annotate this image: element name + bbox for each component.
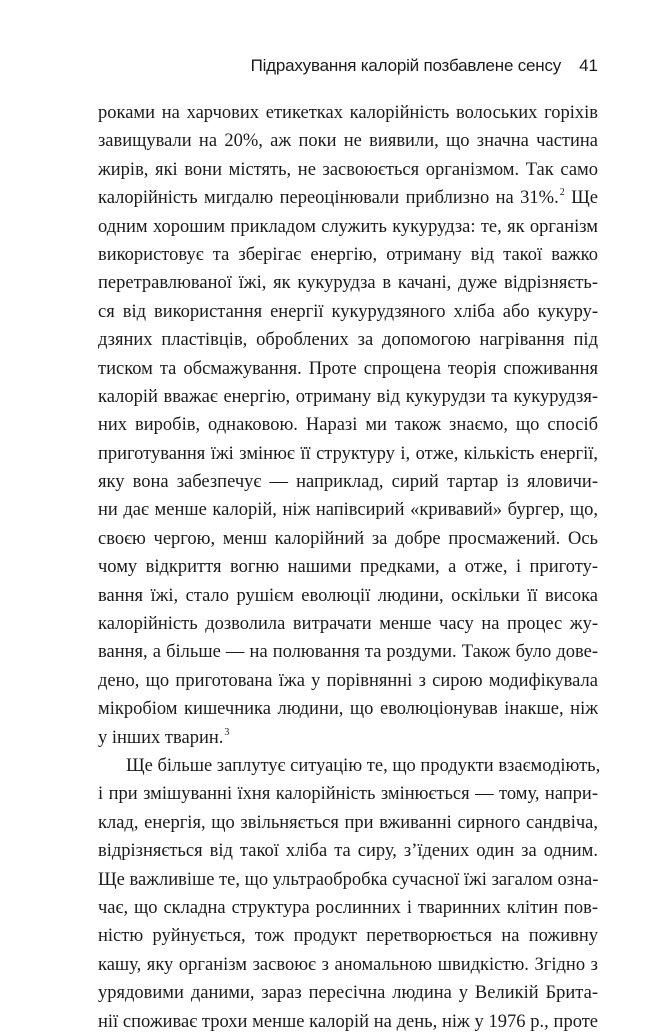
text-line: перетравлюваної їжі, як кукурудза в качані, дуже відрізняєть- bbox=[98, 273, 598, 294]
running-header bbox=[98, 52, 598, 80]
text-line: мікробіом кишечника людини, що еволюціонував інакше, ніж bbox=[98, 699, 598, 720]
text-line: яку вона забезпечує — наприклад, сирий тартар із яловичи- bbox=[98, 472, 598, 493]
text-line: використовує та зберігає енергію, отриману від такої важко bbox=[98, 244, 598, 265]
footnote-ref: 2 bbox=[559, 187, 565, 199]
text-line: Ще більше заплутує ситуацію те, що продукти взаємодіють, bbox=[126, 755, 601, 776]
text-line: одним хорошим прикладом служить кукурудза: те, як організм bbox=[98, 216, 598, 237]
text-line: дено, що приготована їжа у порівнянні з сирою модифікувала bbox=[98, 670, 598, 691]
body-text bbox=[98, 99, 601, 1036]
text-line: жирів, які вони містять, не засвоюється організмом. Так само bbox=[98, 159, 598, 180]
page-number: 41 bbox=[579, 56, 598, 75]
text-line: вання, а більше — на полювання та роздуми. Також було дове- bbox=[98, 642, 598, 663]
text-line: і при змішуванні їхня калорійність змінюється — тому, напри- bbox=[98, 784, 598, 805]
text-line: приготування їжі змінює її структуру і, отже, кількість енергії, bbox=[98, 443, 598, 464]
text-line-part: у інших тварин. bbox=[98, 727, 224, 748]
text-line: ністю руйнується, тож продукт перетворюється на поживну bbox=[98, 926, 598, 947]
text-line: дзяних пластівців, оброблених за допомогою нагрівання під bbox=[98, 330, 598, 351]
footnote-ref: 3 bbox=[224, 726, 230, 738]
text-line: вання їжі, стало рушієм еволюції людини, оскільки її висока bbox=[98, 585, 598, 606]
text-line: кашу, яку організм засвоює з аномальною швидкістю. Згідно з bbox=[98, 954, 598, 975]
text-line: тиском та обсмажування. Проте спрощена теорія споживання bbox=[98, 358, 598, 379]
text-line: калорій вважає енергію, отриману від кукурудзи та кукурудзя- bbox=[98, 386, 598, 407]
text-line-with-footnote bbox=[98, 724, 598, 752]
text-line: них виробів, однаковою. Наразі ми також знаємо, що спосіб bbox=[98, 415, 598, 436]
text-line: роками на харчових етикетках калорійність волоських горіхів bbox=[98, 103, 598, 123]
text-line: клад, енергія, що звільняється при вживанні сирного сандвіча, bbox=[98, 812, 598, 833]
text-line: завищували на 20%, аж поки не виявили, що значна частина bbox=[98, 131, 598, 152]
text-line: чому відкриття вогню нашими предками, а отже, і приготу- bbox=[98, 557, 598, 578]
text-line: Ще важливіше те, що ультраобробка сучасної їжі загалом озна- bbox=[98, 869, 599, 890]
text-line: нії споживає трохи менше калорій на день, ніж у 1976 р., проте bbox=[98, 1011, 598, 1032]
text-line: своєю чергою, менш калорійний за добре просмажений. Ось bbox=[98, 528, 598, 549]
paragraph-1 bbox=[98, 99, 598, 752]
text-line: урядовими даними, зараз пересічна людина у Великій Брита- bbox=[98, 983, 598, 1004]
text-line-with-footnote bbox=[98, 184, 598, 212]
paragraph-2 bbox=[98, 752, 601, 1036]
text-line: калорійність дозволила витрачати менше часу на процес жу- bbox=[98, 614, 598, 635]
text-line: відрізняється від такої хліба та сиру, з’їдених один за одним. bbox=[98, 841, 598, 862]
text-line-part: Ще bbox=[564, 188, 599, 209]
text-line: ни дає менше калорій, ніж напівсирий «кривавий» бургер, що, bbox=[98, 500, 598, 521]
text-line: ся від використання енергії кукурудзяного хліба або кукуру- bbox=[98, 301, 598, 322]
text-line: чає, що складна структура рослинних і тваринних клітин пов- bbox=[98, 897, 598, 918]
text-line-part: калорійність мигдалю переоцінювали приблизно на 31%. bbox=[98, 188, 559, 209]
header-title: Підрахування калорій позбавлене сенсу bbox=[250, 56, 562, 75]
